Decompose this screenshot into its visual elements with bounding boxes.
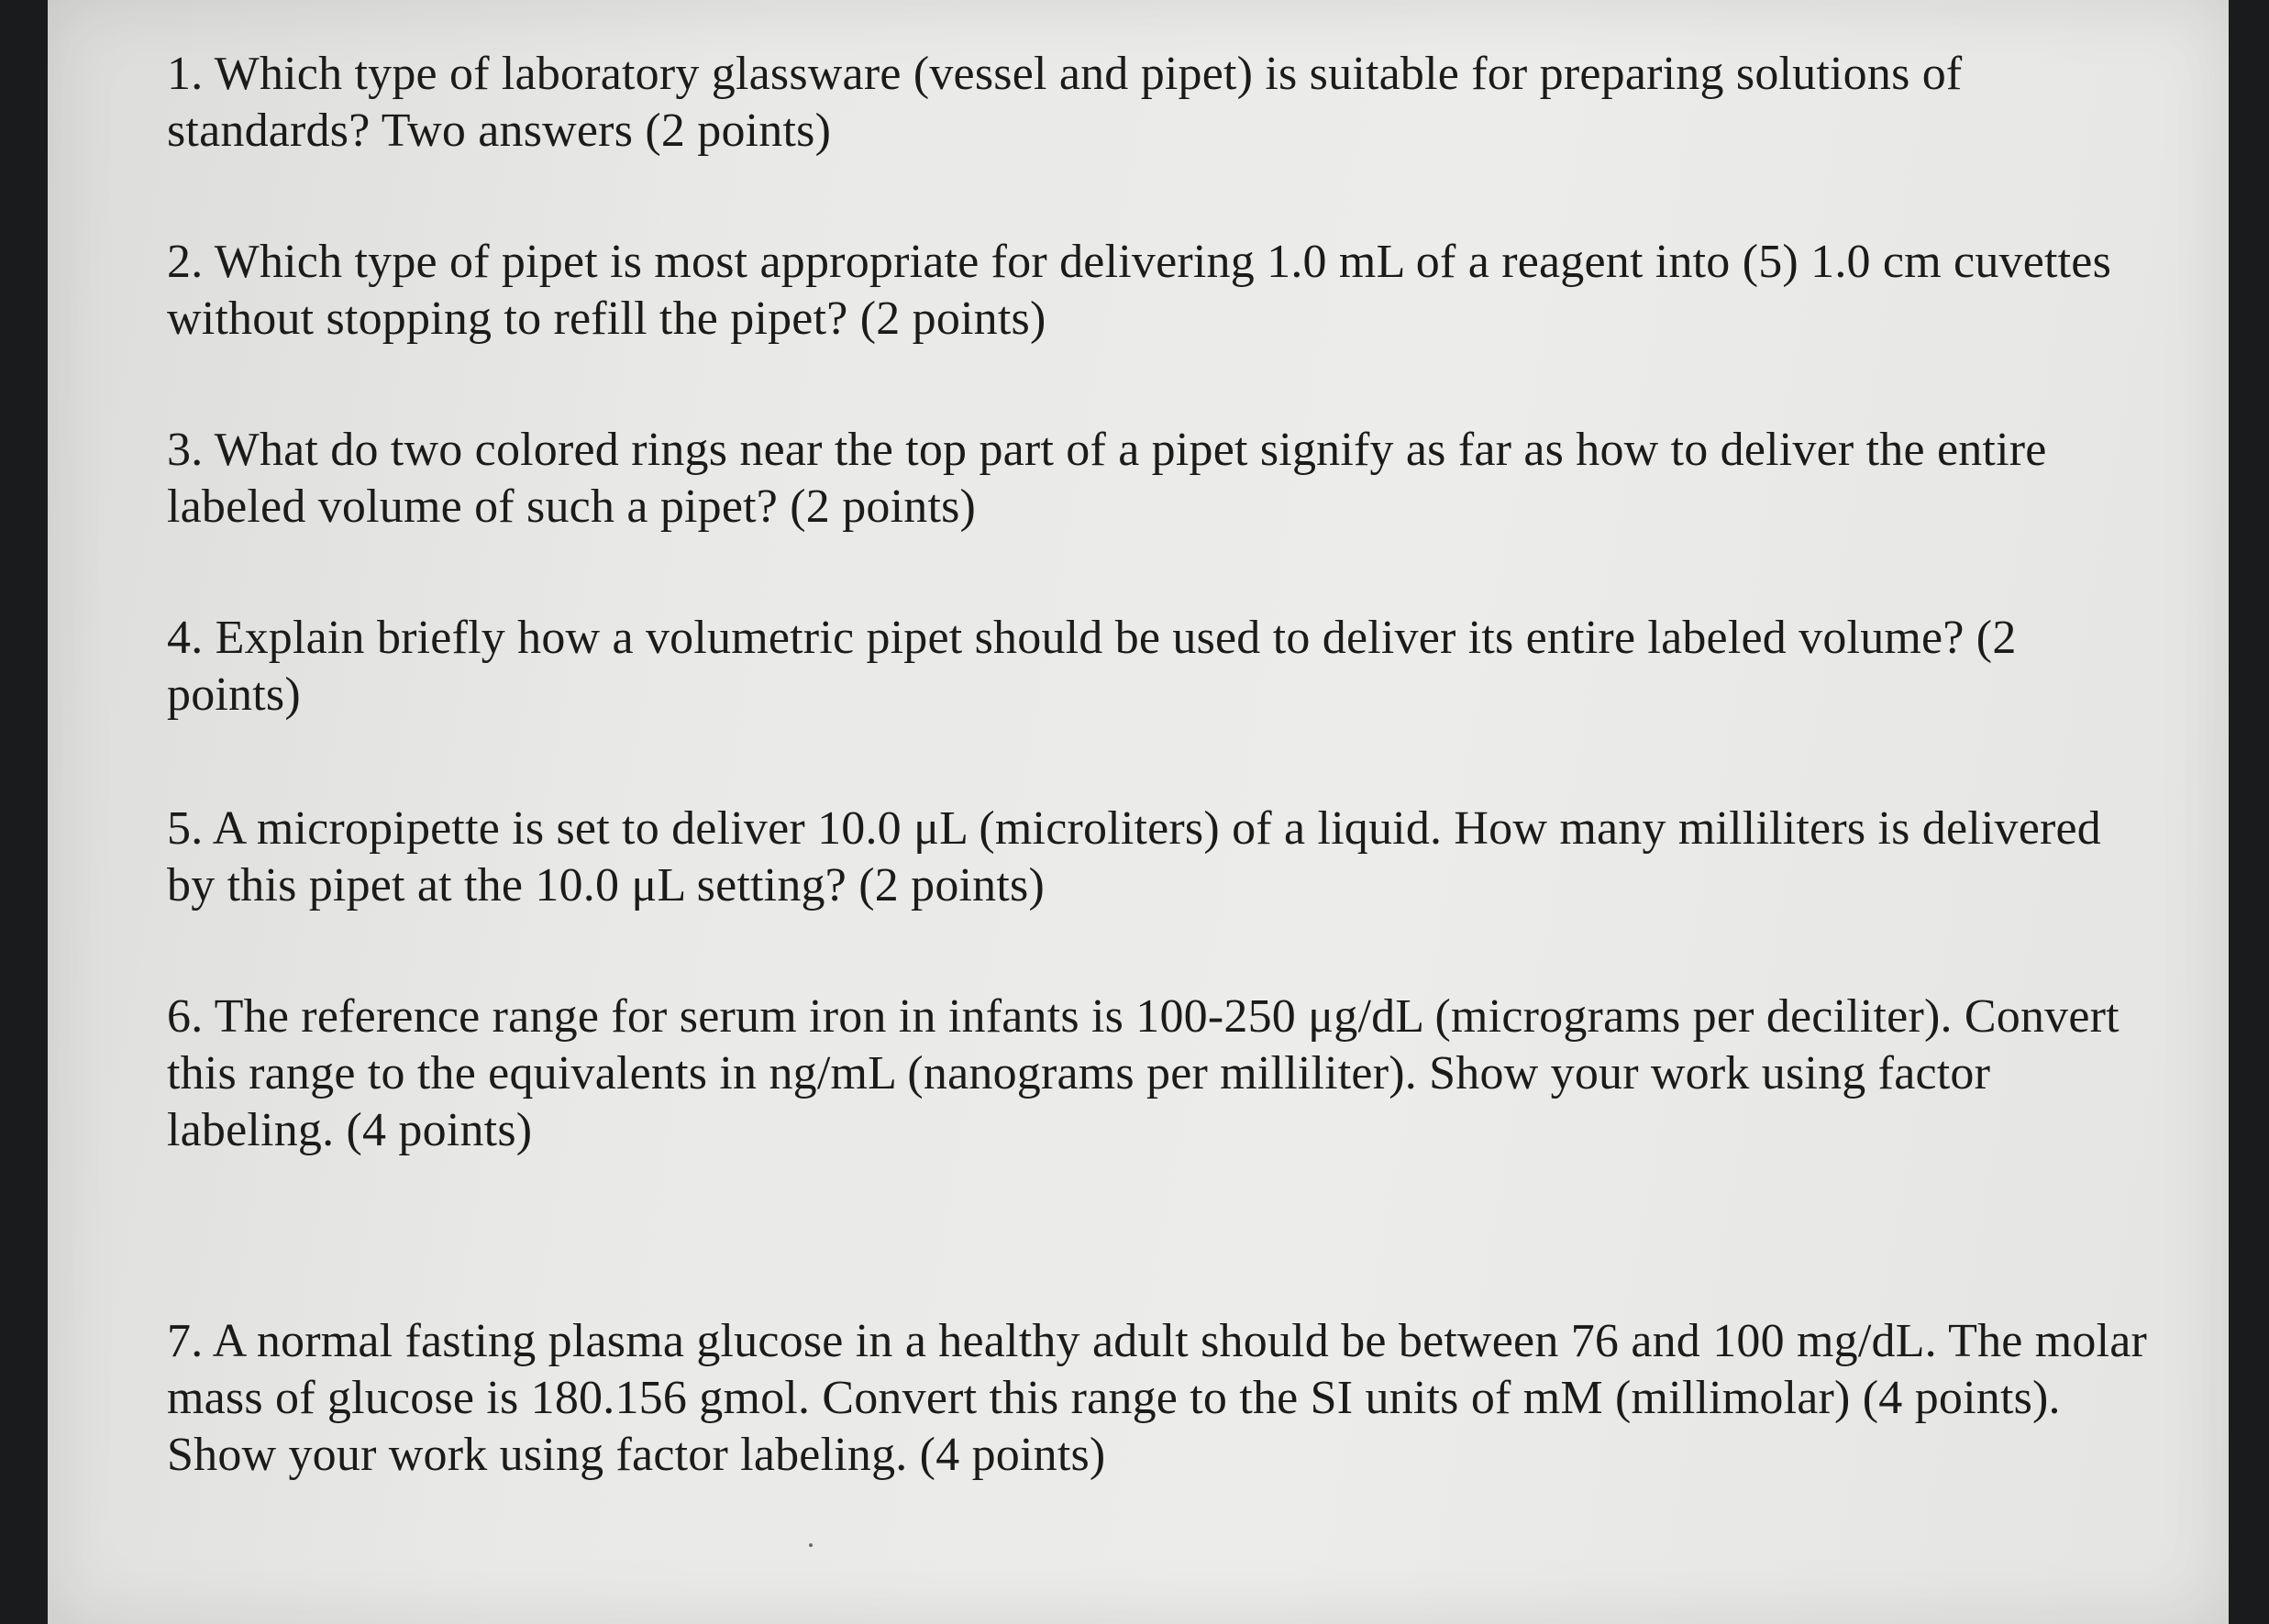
- question-2: 2. Which type of pipet is most appropriate for delivering 1.0 mL of a reagent into (5) 1.0 cm cuvettes without stopping to refill the pipet? (2 points): [167, 236, 2112, 345]
- question-7: 7. A normal fasting plasma glucose in a healthy adult should be between 76 and 100 mg/dL. The molar mass of glucose is 180.156 gmol. Convert this range to the SI units of mM (millimolar) (4 points). Show your work using factor labeling. (4 points): [167, 1315, 2148, 1481]
- question-3: 3. What do two colored rings near the top part of a pipet signify as far as how to deliver the entire labeled volume of such a pipet? (2 points): [167, 424, 2047, 533]
- question-5: 5. A micropipette is set to deliver 10.0 μL (microliters) of a liquid. How many milliliters is delivered by this pipet at the 10.0 μL setting? (2 points): [167, 802, 2102, 911]
- paper-speck: [809, 1543, 813, 1547]
- question-4: 4. Explain briefly how a volumetric pipet should be used to deliver its entire labeled volume? (2 points): [167, 612, 2017, 721]
- question-1: 1. Which type of laboratory glassware (vessel and pipet) is suitable for preparing solutions of standards? Two answers (2 points): [167, 48, 1963, 157]
- question-6: 6. The reference range for serum iron in infants is 100-250 μg/dL (micrograms per deciliter). Convert this range to the equivalents in ng/mL (nanograms per milliliter). Show your work using factor labeling. (4 points): [167, 990, 2120, 1156]
- worksheet-page: [48, 0, 2229, 1624]
